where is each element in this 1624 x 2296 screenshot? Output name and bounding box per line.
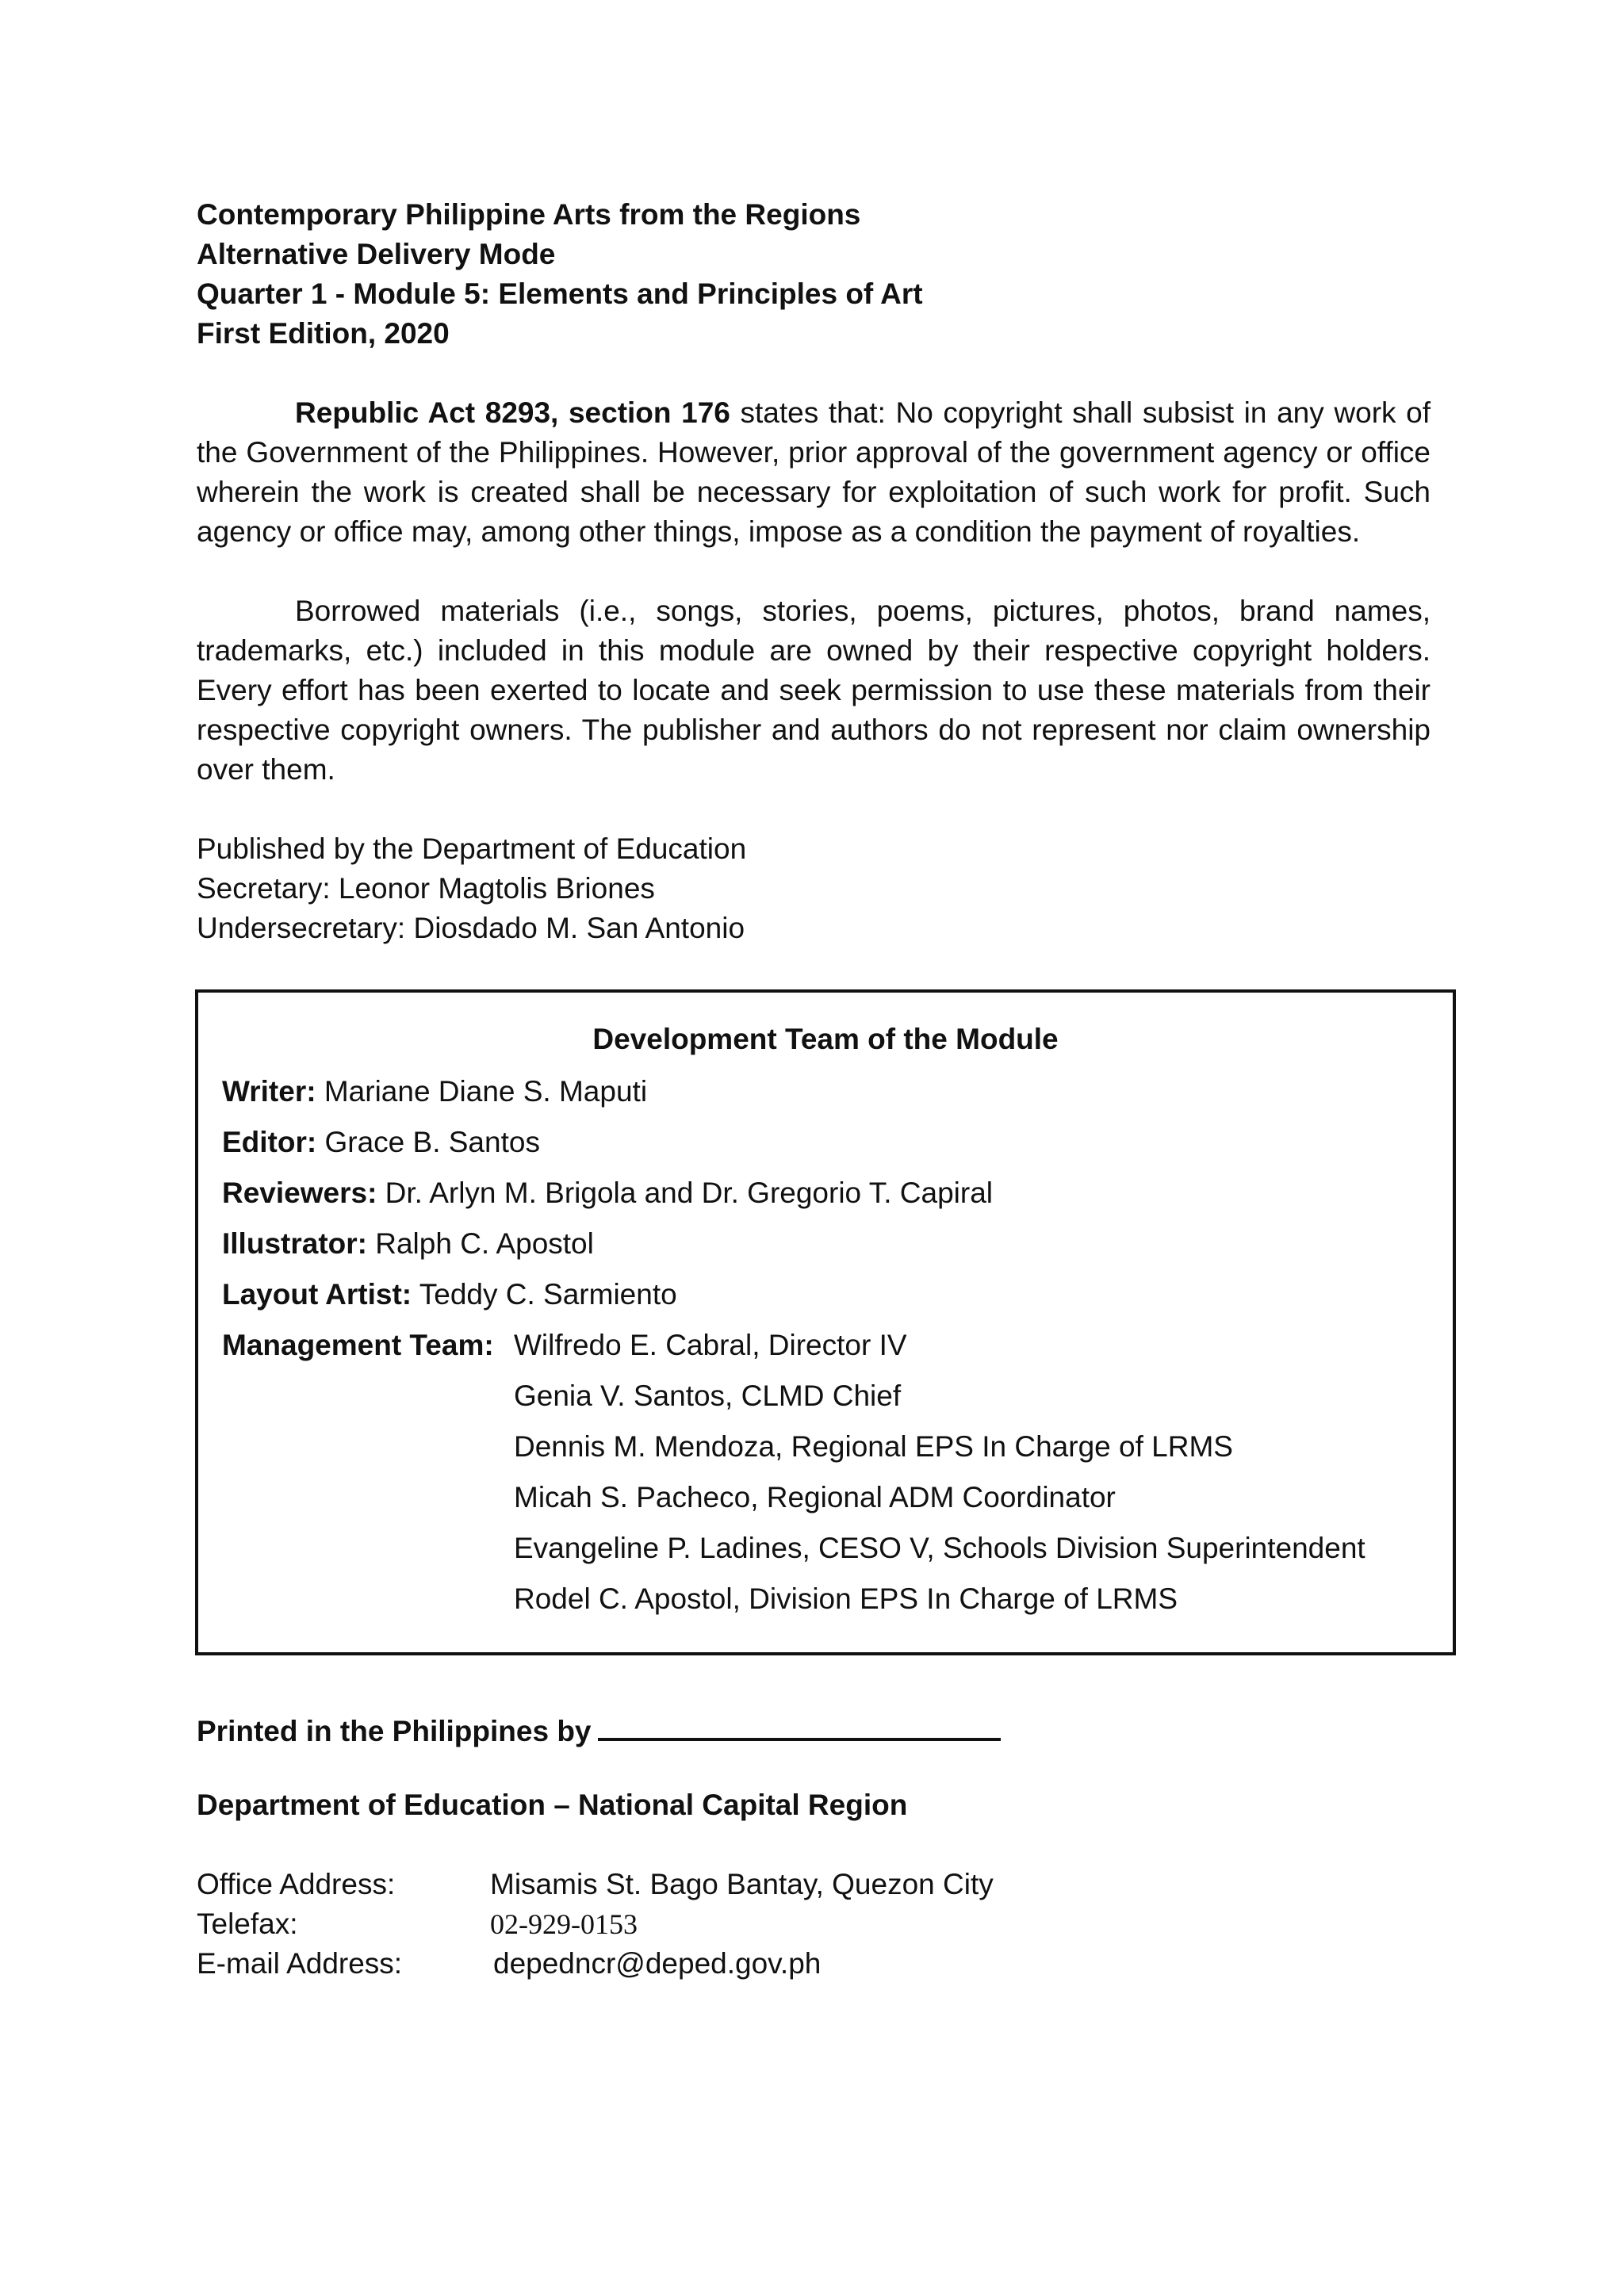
undersecretary: Undersecretary: Diosdado M. San Antonio xyxy=(197,912,745,944)
title-block xyxy=(197,195,1434,354)
email-label: E-mail Address: xyxy=(197,1947,403,1980)
reviewers-value: Dr. Arlyn M. Brigola and Dr. Gregorio T. Capiral xyxy=(377,1177,994,1209)
management-row xyxy=(222,1326,494,1365)
reviewers-label: Reviewers: xyxy=(222,1177,377,1209)
office-address-value: Misamis St. Bago Bantay, Quezon City xyxy=(490,1868,994,1900)
printed-by-line xyxy=(197,1706,1001,1751)
edition: First Edition, 2020 xyxy=(197,317,450,350)
office-address-label: Office Address: xyxy=(197,1868,396,1900)
published-by: Published by the Department of Education xyxy=(197,832,747,865)
layout-artist-label: Layout Artist: xyxy=(222,1278,412,1311)
management-member: Genia V. Santos, CLMD Chief xyxy=(514,1380,902,1412)
illustrator-value: Ralph C. Apostol xyxy=(366,1227,594,1260)
management-member: Wilfredo E. Cabral, Director IV xyxy=(514,1329,907,1361)
course-title: Contemporary Philippine Arts from the Regions xyxy=(197,198,861,231)
reviewers-row xyxy=(222,1173,993,1213)
telefax-value: 02-929-0153 xyxy=(490,1908,638,1940)
region-heading: Department of Education – National Capital Region xyxy=(197,1789,908,1821)
management-member: Micah S. Pacheco, Regional ADM Coordinator xyxy=(514,1481,1116,1513)
layout-artist-value: Teddy C. Sarmiento xyxy=(412,1278,677,1311)
copyright-paragraph xyxy=(197,393,1431,552)
management-member: Rodel C. Apostol, Division EPS In Charge of LRMS xyxy=(514,1582,1178,1615)
borrowed-materials-paragraph xyxy=(197,591,1431,790)
writer-row xyxy=(222,1072,647,1112)
management-label: Management Team: xyxy=(222,1329,494,1361)
borrowed-text: Borrowed materials (i.e., songs, stories, poems, pictures, photos, brand names, trademarks, etc.) included in this module are owned by their respective copyright holders. Every effort has been exerted to locate and seek permission to use these materials from their respective copyright owners. The publisher and authors do not represent nor claim ownership over them. xyxy=(197,595,1431,786)
delivery-mode: Alternative Delivery Mode xyxy=(197,238,556,270)
email-value[interactable]: depedncr@deped.gov.ph xyxy=(493,1947,822,1980)
management-member: Dennis M. Mendoza, Regional EPS In Charge of LRMS xyxy=(514,1430,1233,1463)
editor-label: Editor: xyxy=(222,1126,317,1158)
editor-value: Grace B. Santos xyxy=(316,1126,540,1158)
illustrator-label: Illustrator: xyxy=(222,1227,367,1260)
management-member: Evangeline P. Ladines, CESO V, Schools Division Superintendent xyxy=(514,1532,1365,1564)
telefax-label: Telefax: xyxy=(197,1908,298,1940)
management-list xyxy=(514,1326,1365,1630)
layout-artist-row xyxy=(222,1275,677,1314)
editor-row xyxy=(222,1123,540,1162)
publisher-block xyxy=(197,829,1386,948)
team-title: Development Team of the Module xyxy=(592,1023,1059,1055)
printed-by-label: Printed in the Philippines by xyxy=(197,1715,592,1747)
writer-label: Writer: xyxy=(222,1075,316,1108)
law-reference: Republic Act 8293, section 176 xyxy=(295,396,730,429)
module-title: Quarter 1 - Module 5: Elements and Principles of Art xyxy=(197,277,923,310)
printer-blank-line xyxy=(598,1706,1001,1741)
illustrator-row xyxy=(222,1224,594,1264)
writer-value: Mariane Diane S. Maputi xyxy=(316,1075,648,1108)
secretary: Secretary: Leonor Magtolis Briones xyxy=(197,872,655,905)
copyright-text: states that: No copyright shall subsist in any work of the Government of the Philippines. However, prior approval of the government agency or office wherein the work is created shall be necessary for exploitation of such work for profit. Such agency or office may, among other things, impose as a condition the payment of royalties. xyxy=(197,396,1431,548)
development-team-box xyxy=(195,989,1456,1655)
